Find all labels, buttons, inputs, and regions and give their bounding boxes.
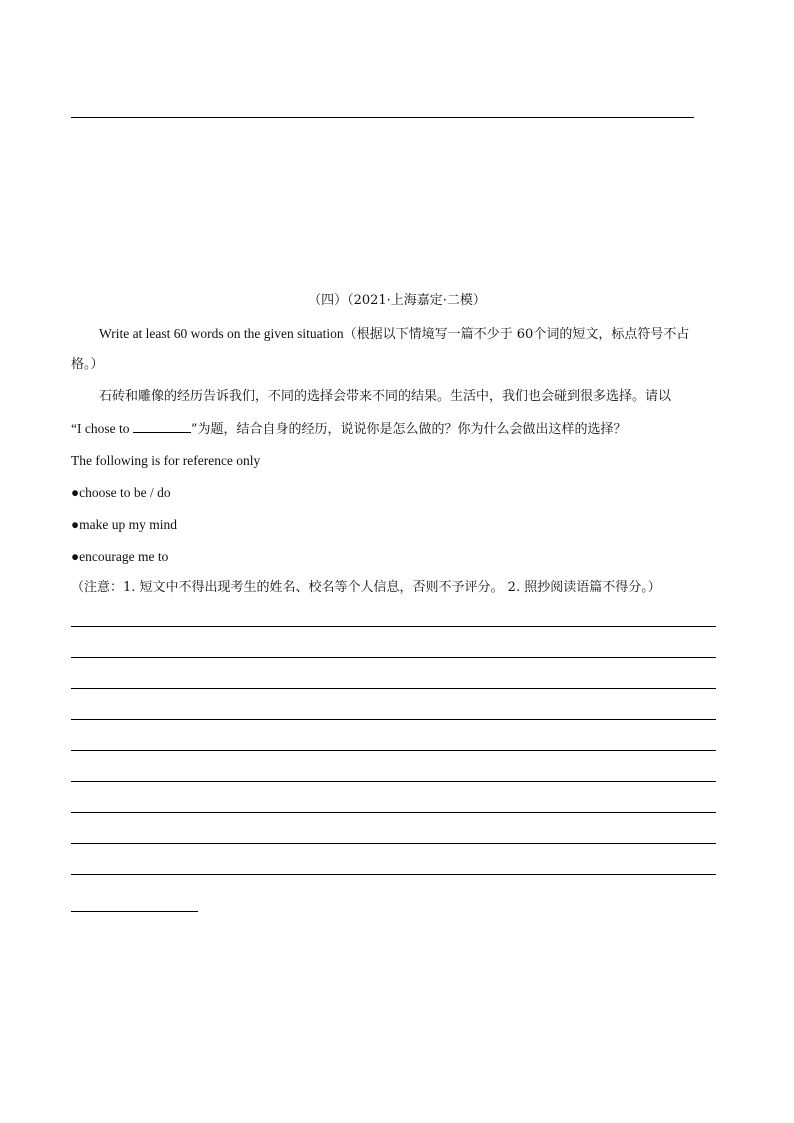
instruction-line-2: 格。） — [71, 357, 104, 372]
note: （注意：1. 短文中不得出现考生的姓名、校名等个人信息，否则不予评分。 2. 照抄阅读语篇不得分。） — [71, 580, 661, 595]
answer-line[interactable] — [71, 750, 716, 781]
hint-item: ●make up my mind — [71, 517, 178, 532]
title-prefix: “I chose to — [71, 421, 133, 436]
prompt-line-2 — [71, 419, 627, 440]
answer-line[interactable] — [71, 843, 716, 874]
answer-line[interactable] — [71, 626, 716, 657]
title-suffix: ”为题，结合自身的经历，说说你是怎么做的？你为什么会做出这样的选择？ — [190, 422, 627, 437]
answer-line[interactable] — [71, 688, 716, 719]
top-answer-rule — [71, 117, 694, 118]
answer-line[interactable] — [71, 657, 716, 688]
reference-title: The following is for reference only — [71, 453, 261, 468]
answer-lines — [71, 626, 716, 905]
short-answer-rule — [71, 911, 198, 912]
prompt-line-1: 石砖和雕像的经历告诉我们，不同的选择会带来不同的结果。生活中，我们也会碰到很多选择。请以 — [99, 389, 672, 404]
hint-item: ●choose to be / do — [71, 485, 171, 500]
answer-line[interactable] — [71, 812, 716, 843]
answer-line[interactable] — [71, 781, 716, 812]
answer-line[interactable] — [71, 719, 716, 750]
instruction-chinese: （根据以下情境写一篇不少于 60个词的短文，标点符号不占 — [343, 327, 690, 342]
title-blank — [133, 420, 191, 433]
answer-line[interactable] — [71, 874, 716, 905]
instruction-line-1 — [99, 324, 689, 345]
hint-item: ●encourage me to — [71, 549, 169, 564]
section-heading: （四）（2021·上海嘉定·二模） — [308, 293, 486, 308]
instruction-english: Write at least 60 words on the given situation — [99, 326, 344, 341]
